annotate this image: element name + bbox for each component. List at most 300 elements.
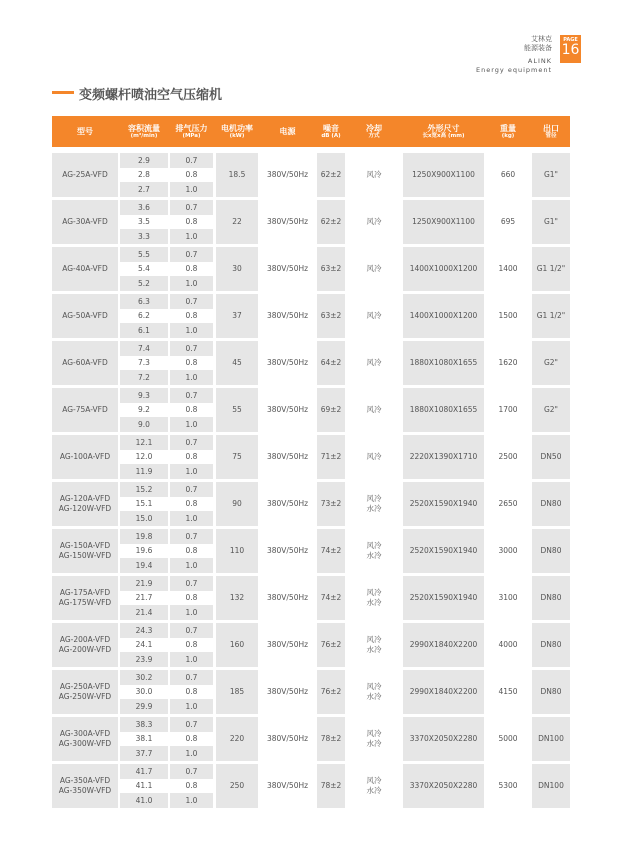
voltage-value: 380V/50Hz [266,170,309,179]
noise-value: 63±2 [320,264,342,273]
flow-value: 41.0 [120,793,168,808]
pressure-value: 0.8 [185,311,198,321]
brand-en: ALINK [527,57,552,65]
flow-cell [120,341,168,385]
pressure-value: 1.0 [170,464,213,479]
model-cell [52,247,118,291]
cooling-cell [345,576,403,620]
noise-value: 62±2 [320,170,342,179]
column-unit: (MPa) [182,132,201,139]
weight-cell [484,717,532,761]
cooling-cell [345,388,403,432]
outlet-cell [532,670,570,714]
column-label: 容积流量 [128,123,160,133]
page-number-badge [560,35,581,63]
noise-cell [317,576,345,620]
pressure-value: 0.7 [170,153,213,168]
pressure-cell [170,717,213,761]
weight-cell [484,247,532,291]
pressure-value: 1.0 [170,229,213,244]
power-cell [216,200,258,244]
pressure-cell [170,764,213,808]
weight-value: 1620 [498,358,518,367]
cooling-cell [345,153,403,197]
cooling-method: 水冷 [366,598,382,607]
model-name: AG-60A-VFD [62,358,108,367]
flow-value: 3.3 [120,229,168,244]
power-value: 55 [232,405,242,414]
pressure-value: 0.7 [170,388,213,403]
model-cell [52,341,118,385]
brand-cn-2: 能源装备 [524,44,552,52]
pressure-cell [170,247,213,291]
dimensions-cell [403,341,484,385]
table-row [52,482,570,526]
dimensions-cell [403,764,484,808]
power-value: 75 [232,452,242,461]
model-name: AG-300A-VFD [59,729,111,738]
outlet-cell [532,764,570,808]
model-cell [52,388,118,432]
cooling-method: 风冷 [366,405,382,414]
flow-value: 15.1 [135,499,153,509]
cooling-method: 水冷 [366,645,382,654]
table-row [52,764,570,808]
weight-value: 695 [500,217,516,226]
flow-value: 15.0 [120,511,168,526]
noise-value: 69±2 [320,405,342,414]
flow-cell [120,717,168,761]
flow-value: 21.9 [120,576,168,591]
cooling-cell [345,670,403,714]
cooling-cell [345,764,403,808]
pressure-value: 0.7 [170,247,213,262]
voltage-value: 380V/50Hz [266,405,309,414]
weight-value: 3000 [498,546,518,555]
flow-cell [120,670,168,714]
flow-cell [120,435,168,479]
pressure-value: 1.0 [170,652,213,667]
model-name: AG-200W-VFD [58,645,112,654]
noise-value: 78±2 [320,781,342,790]
power-cell [216,341,258,385]
pressure-value: 0.8 [185,170,198,180]
column-label: 出口 [543,123,559,133]
noise-value: 78±2 [320,734,342,743]
power-value: 220 [229,734,245,743]
table-row [52,435,570,479]
voltage-cell [258,529,317,573]
weight-cell [484,341,532,385]
outlet-cell [532,200,570,244]
outlet-cell [532,435,570,479]
pressure-value: 0.7 [170,670,213,685]
pressure-value: 0.8 [185,264,198,274]
outlet-cell [532,576,570,620]
model-cell [52,764,118,808]
title-accent-bar [52,91,74,94]
power-value: 160 [229,640,245,649]
pressure-value: 1.0 [170,182,213,197]
cooling-cell [345,247,403,291]
dimensions-cell [403,529,484,573]
column-label: 噪音 [323,123,339,133]
column-unit: (kW) [229,132,245,139]
weight-value: 1700 [498,405,518,414]
model-name: AG-120W-VFD [58,504,112,513]
dimensions-cell [403,670,484,714]
voltage-value: 380V/50Hz [266,640,309,649]
pressure-value: 0.7 [170,435,213,450]
voltage-cell [258,294,317,338]
model-cell [52,482,118,526]
power-value: 132 [229,593,245,602]
power-cell [216,482,258,526]
weight-value: 5300 [498,781,518,790]
flow-value: 19.6 [135,546,153,556]
outlet-value: DN100 [538,781,564,790]
pressure-value: 1.0 [170,276,213,291]
spec-table-body [52,153,570,811]
voltage-value: 380V/50Hz [266,217,309,226]
flow-value: 41.7 [120,764,168,779]
column-label: 重量 [500,123,516,133]
dimensions-value: 3370X2050X2280 [409,781,478,790]
weight-value: 2500 [498,452,518,461]
pressure-value: 0.7 [170,529,213,544]
flow-cell [120,623,168,667]
power-value: 22 [232,217,242,226]
noise-value: 64±2 [320,358,342,367]
flow-value: 19.4 [120,558,168,573]
model-name: AG-175W-VFD [58,598,112,607]
model-name: AG-150W-VFD [58,551,112,560]
column-header [258,127,317,136]
pressure-cell [170,529,213,573]
model-cell [52,576,118,620]
weight-value: 4150 [498,687,518,696]
weight-cell [484,388,532,432]
outlet-value: G1" [543,170,559,179]
flow-cell [120,576,168,620]
table-row [52,529,570,573]
weight-cell [484,529,532,573]
pressure-value: 1.0 [170,746,213,761]
cooling-cell [345,623,403,667]
voltage-value: 380V/50Hz [266,781,309,790]
noise-cell [317,388,345,432]
flow-cell [120,294,168,338]
dimensions-value: 2520X1590X1940 [409,546,478,555]
noise-cell [317,670,345,714]
outlet-cell [532,623,570,667]
weight-value: 1400 [498,264,518,273]
power-cell [216,670,258,714]
pressure-value: 0.8 [185,546,198,556]
flow-value: 9.0 [120,417,168,432]
outlet-cell [532,294,570,338]
table-row [52,717,570,761]
pressure-value: 1.0 [170,699,213,714]
brand-block [476,35,552,75]
voltage-cell [258,153,317,197]
pressure-value: 0.7 [170,623,213,638]
noise-cell [317,623,345,667]
outlet-cell [532,388,570,432]
noise-cell [317,247,345,291]
voltage-cell [258,435,317,479]
flow-value: 19.8 [120,529,168,544]
column-header [170,124,213,140]
flow-cell [120,388,168,432]
voltage-value: 380V/50Hz [266,264,309,273]
cooling-cell [345,294,403,338]
flow-value: 5.4 [138,264,150,274]
dimensions-cell [403,153,484,197]
column-header [120,124,168,140]
cooling-method: 风冷 [366,358,382,367]
weight-value: 3100 [498,593,518,602]
voltage-cell [258,482,317,526]
table-header [52,116,570,147]
weight-cell [484,294,532,338]
flow-value: 21.4 [120,605,168,620]
weight-value: 4000 [498,640,518,649]
pressure-value: 0.8 [185,405,198,415]
cooling-method: 风冷 [366,494,382,503]
dimensions-value: 1250X900X1100 [412,217,475,226]
weight-cell [484,200,532,244]
cooling-method: 风冷 [366,452,382,461]
table-row [52,623,570,667]
flow-value: 2.8 [138,170,150,180]
dimensions-cell [403,623,484,667]
noise-cell [317,153,345,197]
dimensions-value: 2990X1840X2200 [409,640,478,649]
model-cell [52,294,118,338]
model-cell [52,529,118,573]
model-name: AG-120A-VFD [59,494,111,503]
power-cell [216,529,258,573]
page-title: 变频螺杆喷油空气压缩机 [79,88,223,103]
pressure-value: 0.8 [185,734,198,744]
dimensions-value: 1880X1080X1655 [409,405,478,414]
voltage-value: 380V/50Hz [266,499,309,508]
weight-cell [484,764,532,808]
noise-cell [317,482,345,526]
cooling-method: 水冷 [366,504,382,513]
cooling-method: 水冷 [366,786,382,795]
cooling-method: 水冷 [366,692,382,701]
pressure-cell [170,623,213,667]
dimensions-cell [403,294,484,338]
noise-value: 71±2 [320,452,342,461]
power-cell [216,247,258,291]
outlet-cell [532,529,570,573]
dimensions-cell [403,388,484,432]
weight-cell [484,576,532,620]
flow-value: 12.0 [135,452,153,462]
model-name: AG-75A-VFD [62,405,108,414]
dimensions-cell [403,200,484,244]
page-label: PAGE [563,37,578,43]
power-cell [216,435,258,479]
column-unit: 方式 [368,132,380,139]
dimensions-cell [403,247,484,291]
dimensions-cell [403,482,484,526]
model-cell [52,670,118,714]
pressure-value: 0.8 [185,217,198,227]
pressure-value: 0.7 [170,764,213,779]
pressure-value: 0.8 [185,593,198,603]
table-row [52,576,570,620]
weight-cell [484,623,532,667]
flow-value: 2.7 [120,182,168,197]
flow-cell [120,153,168,197]
outlet-value: DN80 [540,687,562,696]
weight-value: 660 [500,170,516,179]
column-label: 电机功率 [221,123,253,133]
table-row [52,200,570,244]
dimensions-value: 1400X1000X1200 [409,264,478,273]
table-row [52,294,570,338]
model-cell [52,153,118,197]
pressure-value: 0.8 [185,358,198,368]
flow-value: 11.9 [120,464,168,479]
dimensions-value: 1250X900X1100 [412,170,475,179]
flow-value: 3.5 [138,217,150,227]
voltage-value: 380V/50Hz [266,593,309,602]
voltage-value: 380V/50Hz [266,687,309,696]
brand-cn-1: 艾林克 [531,35,552,43]
column-unit: (m³/min) [130,132,158,139]
pressure-value: 0.8 [185,781,198,791]
flow-cell [120,529,168,573]
flow-value: 5.2 [120,276,168,291]
column-header [532,124,570,140]
pressure-value: 1.0 [170,558,213,573]
pressure-value: 1.0 [170,511,213,526]
noise-cell [317,294,345,338]
model-name: AG-25A-VFD [62,170,108,179]
table-row [52,341,570,385]
pressure-cell [170,576,213,620]
flow-value: 3.6 [120,200,168,215]
dimensions-value: 2990X1840X2200 [409,687,478,696]
cooling-cell [345,529,403,573]
outlet-value: DN80 [540,640,562,649]
flow-value: 15.2 [120,482,168,497]
pressure-value: 0.8 [185,687,198,697]
flow-value: 30.2 [120,670,168,685]
voltage-cell [258,764,317,808]
flow-value: 12.1 [120,435,168,450]
power-value: 37 [232,311,242,320]
model-name: AG-100A-VFD [59,452,111,461]
table-row [52,247,570,291]
cooling-cell [345,200,403,244]
cooling-cell [345,717,403,761]
model-name: AG-50A-VFD [62,311,108,320]
model-name: AG-40A-VFD [62,264,108,273]
flow-cell [120,482,168,526]
noise-cell [317,717,345,761]
outlet-value: DN80 [540,593,562,602]
noise-value: 74±2 [320,546,342,555]
pressure-value: 0.8 [185,640,198,650]
pressure-value: 0.7 [170,341,213,356]
power-cell [216,764,258,808]
model-name: AG-250A-VFD [59,682,111,691]
pressure-cell [170,435,213,479]
noise-value: 62±2 [320,217,342,226]
flow-value: 23.9 [120,652,168,667]
model-name: AG-30A-VFD [62,217,108,226]
dimensions-value: 3370X2050X2280 [409,734,478,743]
column-unit: 管径 [545,132,557,139]
pressure-value: 0.7 [170,200,213,215]
noise-value: 73±2 [320,499,342,508]
voltage-cell [258,576,317,620]
cooling-method: 风冷 [366,588,382,597]
model-name: AG-250W-VFD [58,692,112,701]
pressure-cell [170,388,213,432]
column-header [345,124,403,140]
noise-cell [317,341,345,385]
noise-cell [317,435,345,479]
model-cell [52,717,118,761]
pressure-cell [170,294,213,338]
outlet-cell [532,247,570,291]
power-value: 110 [229,546,245,555]
cooling-method: 风冷 [366,682,382,691]
brand-sub: Energy equipment [476,66,552,74]
outlet-value: G2" [543,405,559,414]
voltage-cell [258,623,317,667]
outlet-value: G1 1/2" [536,264,566,273]
flow-cell [120,247,168,291]
noise-cell [317,200,345,244]
flow-value: 7.2 [120,370,168,385]
column-unit: 长x宽x高 (mm) [422,132,465,139]
flow-value: 6.1 [120,323,168,338]
dimensions-cell [403,717,484,761]
cooling-method: 风冷 [366,729,382,738]
power-value: 185 [229,687,245,696]
column-header [403,124,484,140]
dimensions-value: 1880X1080X1655 [409,358,478,367]
pressure-value: 1.0 [170,323,213,338]
model-name: AG-175A-VFD [59,588,111,597]
power-value: 90 [232,499,242,508]
noise-value: 74±2 [320,593,342,602]
voltage-value: 380V/50Hz [266,452,309,461]
pressure-cell [170,200,213,244]
column-header [52,127,118,136]
dimensions-value: 2520X1590X1940 [409,593,478,602]
pressure-value: 0.7 [170,717,213,732]
flow-value: 38.3 [120,717,168,732]
column-header [484,124,532,140]
cooling-method: 水冷 [366,551,382,560]
pressure-cell [170,153,213,197]
flow-value: 6.3 [120,294,168,309]
dimensions-cell [403,576,484,620]
voltage-cell [258,341,317,385]
cooling-method: 风冷 [366,776,382,785]
outlet-cell [532,341,570,385]
cooling-method: 风冷 [366,541,382,550]
